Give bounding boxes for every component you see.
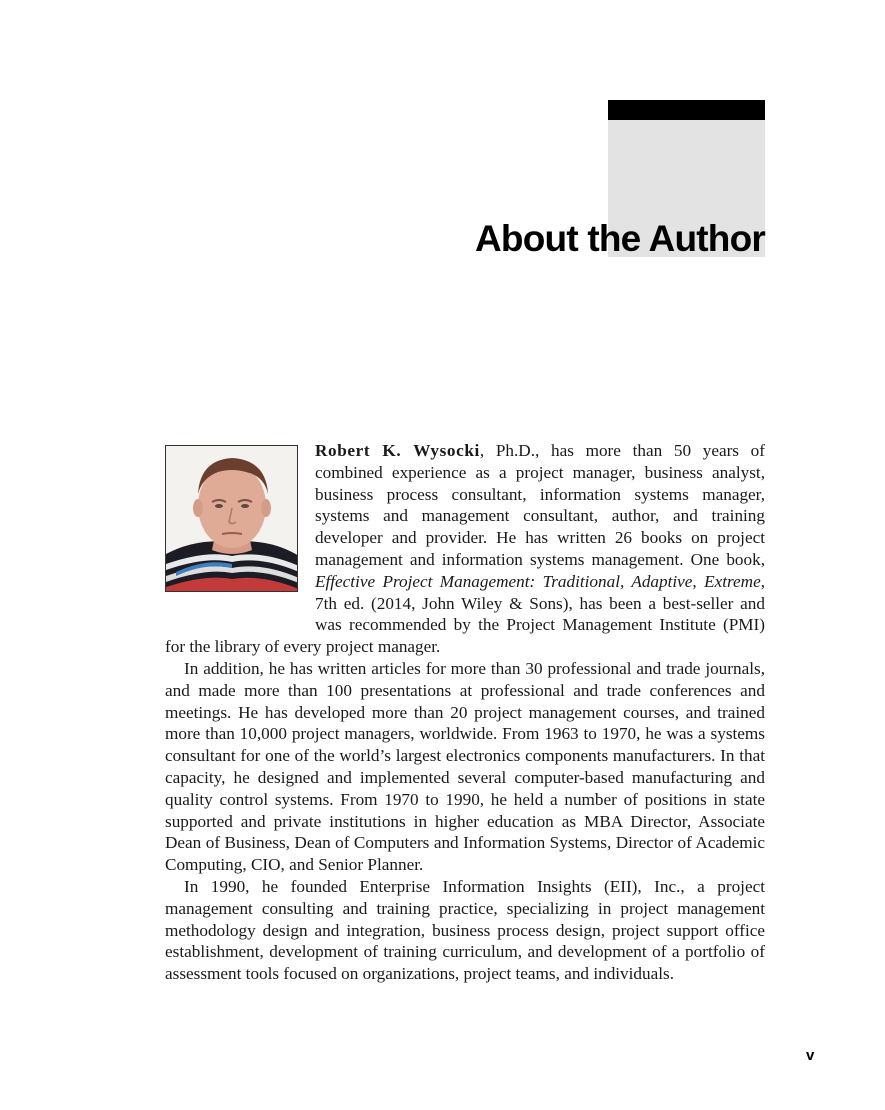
bio-paragraph-2: In addition, he has written articles for more than 30 professional and trade journals, and made more than 100 presentations at professional and trade conferences and meetings. He has developed more than 20 project management courses, and trained more than 10,000 project managers, worldwide. From 1963 to 1970, he was a systems consultant for one of the world’s largest electronics components manufacturers. In that capacity, he designed and implemented several computer-based manufacturing and quality control systems. From 1970 to 1990, he held a number of positions in state supported and private institutions in higher education as MBA Director, Associate Dean of Business, Dean of Computers and Information Systems, Director of Academic Computing, CIO, and Senior Planner. (165, 658, 765, 875)
author-name: Robert K. Wysocki (315, 441, 480, 460)
book-title: Effective Project Management: Traditional, Adaptive, Extreme (315, 571, 761, 591)
chapter-title: About the Author (475, 218, 765, 259)
author-bio (165, 440, 765, 985)
page-number: v (806, 1047, 815, 1064)
bio-paragraph-1-text-a: , Ph.D., has more than 50 years of combined experience as a project manager, business analyst, business process consultant, information systems manager, systems and management consultant, author, and training developer and provider. He has written 26 books on project management and information systems management. One book, (315, 441, 765, 569)
bio-paragraph-1-text-b: , 7th ed. (2014, John Wiley & Sons), has been a best-seller and was recommended by the Project Management Institute (PMI) for the library of every project manager. (165, 571, 765, 657)
chapter-header-bar (608, 100, 765, 120)
photo-wrap-spacer (165, 440, 315, 616)
bio-paragraph-3: In 1990, he founded Enterprise Information Insights (EII), Inc., a project management consulting and training practice, specializing in project management methodology design and integration, business process design, project support office establishment, development of training curriculum, and development of a portfolio of assessment tools focused on organizations, project teams, and individuals. (165, 876, 765, 984)
